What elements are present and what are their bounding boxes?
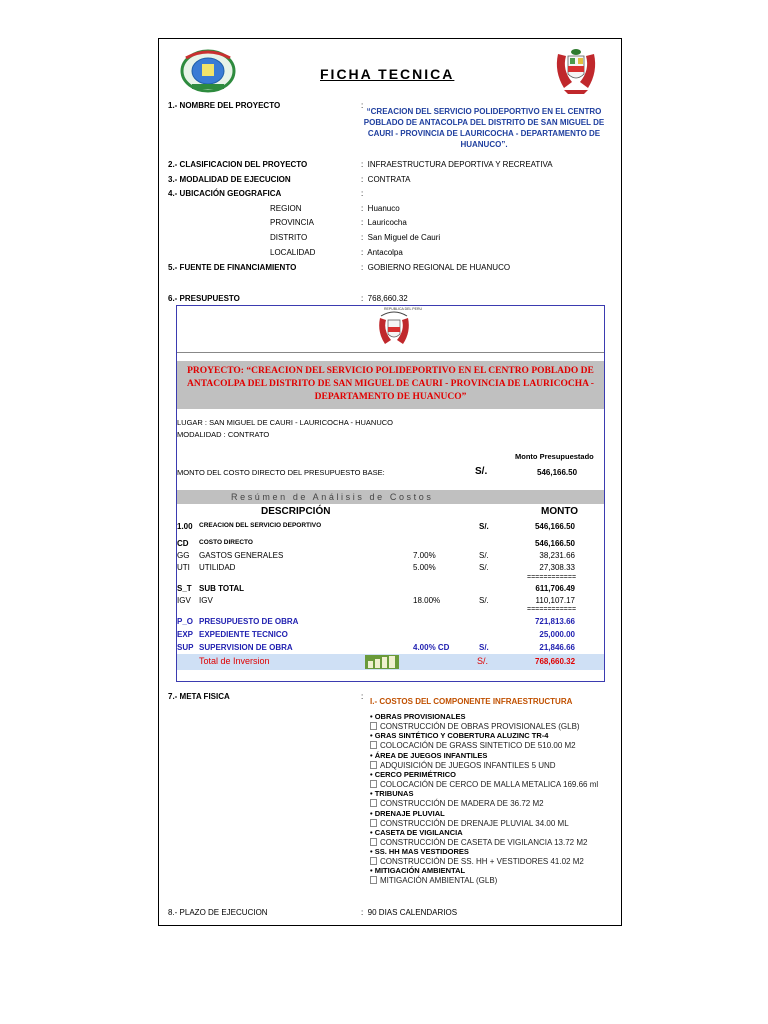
- meta-item-detail: [370, 761, 556, 770]
- meta-item-detail: [370, 857, 584, 866]
- checkbox-glyph-icon: [370, 857, 377, 865]
- meta-item-detail-text: ADQUISICIÓN DE JUEGOS INFANTILES 5 UND: [380, 760, 556, 770]
- localidad-label: LOCALIDAD: [270, 248, 316, 257]
- cell-amount: 110,107.17: [535, 596, 575, 605]
- total-value: 768,660.32: [535, 657, 576, 666]
- cell-pct: 4.00% CD: [413, 643, 450, 652]
- page-title: FICHA TECNICA: [320, 66, 455, 82]
- field-budget-label: 6.- PRESUPUESTO: [168, 294, 240, 303]
- cell-cur: S/.: [479, 643, 489, 652]
- checkbox-glyph-icon: [370, 780, 377, 788]
- cell-amount: 25,000.00: [539, 630, 575, 639]
- distrito-label: DISTRITO: [270, 233, 308, 242]
- cell-desc: GASTOS GENERALES: [199, 551, 284, 560]
- meta-item-heading: • GRAS SINTÉTICO Y COBERTURA ALUZINC TR-4: [370, 731, 549, 741]
- meta-item-heading: • DRENAJE PLUVIAL: [370, 808, 445, 818]
- provincia-value: : Lauricocha: [361, 218, 407, 227]
- separator-equals: ============: [527, 574, 577, 581]
- meta-item-heading: • CERCO PERIMÉTRICO: [370, 769, 456, 779]
- cell-code: CD: [177, 539, 189, 548]
- region-value: : Huanuco: [361, 204, 400, 213]
- republica-peru-emblem: [377, 310, 411, 350]
- meta-item-heading: • OBRAS PROVISIONALES: [370, 712, 466, 721]
- cell-code: IGV: [177, 596, 191, 605]
- cell-cur: S/.: [479, 522, 489, 531]
- money-stack-icon: [365, 653, 399, 669]
- meta-item-detail: [370, 799, 544, 808]
- budget-project-title: PROYECTO: “CREACION DEL SERVICIO POLIDEPORTIVO EN EL CENTRO POBLADO DE ANTACOLPA DEL DISTRITO DE SAN MIGUEL DE CAURI - PROVINCIA DE LAURICOCHA - DEPARTAMENTO DE HUANUCO”: [187, 366, 594, 402]
- meta-item-detail-text: CONSTRUCCIÓN DE CASETA DE VIGILANCIA 13.72 M2: [380, 837, 588, 847]
- budget-summary-box: [176, 305, 605, 682]
- col-monto-header: MONTO: [541, 506, 579, 517]
- checkbox-glyph-icon: [370, 761, 377, 769]
- cell-code: EXP: [177, 630, 194, 639]
- monto-presupuestado-header: Monto Presupuestado: [515, 452, 594, 461]
- field-plazo-value: : 90 DIAS CALENDARIOS: [361, 908, 458, 917]
- cell-desc: IGV: [199, 596, 213, 605]
- provincia-label: PROVINCIA: [270, 218, 315, 227]
- checkbox-glyph-icon: [370, 876, 377, 884]
- field-modality-label: 3.- MODALIDAD DE EJECUCION: [168, 175, 291, 184]
- meta-item-detail-text: CONSTRUCCIÓN DE OBRAS PROVISIONALES (GLB): [380, 722, 580, 731]
- checkbox-glyph-icon: [370, 799, 377, 807]
- field-funding-label: 5.- FUENTE DE FINANCIAMIENTO: [168, 263, 297, 272]
- colon: :: [361, 101, 364, 110]
- meta-item-detail-text: COLOCACIÓN DE CERCO DE MALLA METALICA 169.66 ml: [380, 779, 599, 789]
- meta-item-detail: [370, 819, 569, 828]
- colon: :: [361, 189, 364, 198]
- cell-desc: SUB TOTAL: [199, 584, 245, 593]
- costo-directo-currency: S/.: [475, 466, 488, 477]
- cell-code: S_T: [177, 584, 192, 593]
- divider: [177, 352, 604, 353]
- peru-coat-of-arms-icon: [554, 48, 598, 96]
- meta-item-heading: • ÁREA DE JUEGOS INFANTILES: [370, 750, 488, 760]
- meta-item-detail: [370, 780, 598, 789]
- field-funding-value: : GOBIERNO REGIONAL DE HUANUCO: [361, 263, 511, 272]
- meta-item-detail: [370, 838, 587, 847]
- cell-amount: 546,166.50: [534, 522, 575, 531]
- meta-item-detail: [370, 741, 576, 750]
- cell-amount: 721,813.66: [534, 617, 575, 626]
- distrito-value: : San Miguel de Cauri: [361, 233, 441, 242]
- cell-pct: 5.00%: [413, 563, 436, 572]
- cell-amount: 21,846.66: [539, 643, 575, 652]
- total-label: Total de Inversion: [199, 656, 270, 666]
- meta-item-detail-text: MITIGACIÓN AMBIENTAL (GLB): [380, 876, 498, 886]
- cell-cur: S/.: [479, 563, 489, 572]
- meta-item-detail-text: CONSTRUCCIÓN DE DRENAJE PLUVIAL 34.00 ML: [380, 818, 569, 828]
- total-currency: S/.: [477, 656, 489, 666]
- region-label: REGION: [270, 204, 302, 213]
- cell-code: GG: [177, 551, 190, 560]
- cell-code: UTI: [177, 563, 190, 572]
- cell-desc: EXPEDIENTE TECNICO: [199, 630, 288, 639]
- costo-directo-value: 546,166.50: [537, 468, 578, 477]
- checkbox-glyph-icon: [370, 819, 377, 827]
- field-classification-label: 2.- CLASIFICACION DEL PROYECTO: [168, 160, 308, 169]
- cell-cur: S/.: [479, 596, 489, 605]
- checkbox-glyph-icon: [370, 722, 377, 730]
- field-project-name-value: “CREACION DEL SERVICIO POLIDEPORTIVO EN EL CENTRO POBLADO DE ANTACOLPA DEL DISTRITO DE SAN MIGUEL DE CAURI - PROVINCIA DE LAURICOCHA - DEPARTAMENTO DE HUANUCO”.: [363, 107, 605, 149]
- meta-item-detail: [370, 876, 497, 885]
- checkbox-glyph-icon: [370, 741, 377, 749]
- meta-item-heading: • SS. HH MAS VESTIDORES: [370, 847, 469, 857]
- field-location-label: 4.- UBICACIÓN GEOGRAFICA: [168, 189, 282, 198]
- col-descripcion-header: DESCRIPCIÓN: [261, 506, 331, 517]
- meta-item-detail-text: CONSTRUCCIÓN DE MADERA DE 36.72 M2: [380, 799, 544, 809]
- meta-item-detail-text: CONSTRUCCIÓN DE SS. HH + VESTIDORES 41.02 M2: [380, 857, 584, 867]
- meta-section-title: I.- COSTOS DEL COMPONENTE INFRAESTRUCTURA: [370, 697, 573, 706]
- field-budget-value: : 768,660.32: [361, 294, 408, 303]
- costo-directo-label: MONTO DEL COSTO DIRECTO DEL PRESUPUESTO BASE:: [177, 468, 385, 477]
- cell-desc: UTILIDAD: [199, 563, 236, 572]
- field-meta-label: 7.- META FISICA: [168, 692, 230, 701]
- cell-code: SUP: [177, 643, 194, 652]
- field-project-name-label: 1.- NOMBRE DEL PROYECTO: [168, 101, 281, 110]
- cell-pct: 7.00%: [413, 551, 436, 560]
- field-classification-value: : INFRAESTRUCTURA DEPORTIVA Y RECREATIVA: [361, 160, 553, 169]
- meta-item-detail: [370, 722, 580, 731]
- meta-item-heading: • CASETA DE VIGILANCIA: [370, 827, 463, 837]
- checkbox-glyph-icon: [370, 838, 377, 846]
- cell-desc: PRESUPUESTO DE OBRA: [199, 617, 299, 626]
- cell-desc: CREACION DEL SERVICIO DEPORTIVO: [199, 522, 322, 529]
- emblem-caption: REPUBLICA DEL PERU: [384, 307, 422, 311]
- cell-desc: COSTO DIRECTO: [199, 539, 253, 546]
- cell-cur: S/.: [479, 551, 489, 560]
- colon: :: [361, 692, 364, 701]
- meta-item-heading: • MITIGACIÓN AMBIENTAL: [370, 866, 466, 876]
- budget-lugar: LUGAR : SAN MIGUEL DE CAURI - LAURICOCHA - HUANUCO: [177, 418, 394, 427]
- resumen-title: Resúmen de Análisis de Costos: [231, 492, 434, 502]
- meta-item-heading: • TRIBUNAS: [370, 789, 414, 799]
- cell-code: P_O: [177, 617, 194, 626]
- cell-amount: 27,308.33: [539, 563, 575, 572]
- meta-item-detail-text: COLOCACIÓN DE GRASS SINTETICO DE 510.00 M2: [380, 741, 576, 751]
- localidad-value: : Antacolpa: [361, 248, 403, 257]
- separator-equals: ============: [527, 606, 577, 613]
- cell-desc: SUPERVISION DE OBRA: [199, 643, 293, 652]
- cell-pct: 18.00%: [413, 596, 441, 605]
- cell-amount: 611,706.49: [535, 584, 575, 593]
- field-modality-value: : CONTRATA: [361, 175, 411, 184]
- cell-amount: 38,231.66: [539, 551, 575, 560]
- budget-modalidad: MODALIDAD : CONTRATO: [177, 430, 270, 439]
- cell-amount: 546,166.50: [534, 539, 575, 548]
- field-plazo-label: 8.- PLAZO DE EJECUCION: [168, 908, 268, 917]
- institution-seal-logo: [178, 44, 238, 94]
- cell-code: 1.00: [177, 522, 193, 531]
